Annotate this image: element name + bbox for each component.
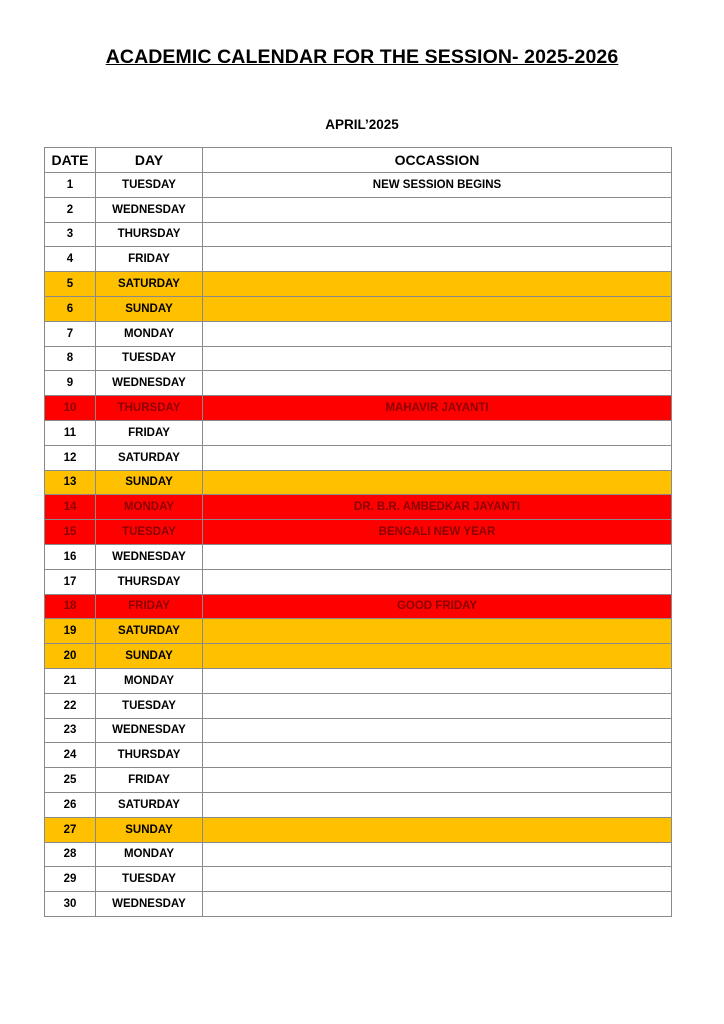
occasion-cell: [203, 569, 672, 594]
table-row: [45, 296, 672, 321]
day-cell: WEDNESDAY: [96, 197, 203, 222]
day-cell: MONDAY: [96, 842, 203, 867]
day-cell: WEDNESDAY: [96, 892, 203, 917]
table-row: [45, 594, 672, 619]
day-cell: THURSDAY: [96, 396, 203, 421]
table-body: [45, 173, 672, 917]
table-row: [45, 792, 672, 817]
day-cell: THURSDAY: [96, 569, 203, 594]
table-row: [45, 743, 672, 768]
date-cell: 26: [45, 792, 96, 817]
date-cell: 20: [45, 644, 96, 669]
occasion-cell: [203, 644, 672, 669]
occasion-cell: [203, 272, 672, 297]
table-row: [45, 346, 672, 371]
occasion-cell: [203, 792, 672, 817]
occasion-cell: [203, 197, 672, 222]
occasion-cell: [203, 743, 672, 768]
header-day: DAY: [96, 148, 203, 173]
day-cell: TUESDAY: [96, 346, 203, 371]
date-cell: 30: [45, 892, 96, 917]
date-cell: 6: [45, 296, 96, 321]
table-row: [45, 520, 672, 545]
occasion-cell: NEW SESSION BEGINS: [203, 173, 672, 198]
table-row: [45, 644, 672, 669]
date-cell: 4: [45, 247, 96, 272]
date-cell: 23: [45, 718, 96, 743]
table-row: [45, 321, 672, 346]
day-cell: FRIDAY: [96, 247, 203, 272]
day-cell: MONDAY: [96, 668, 203, 693]
occasion-cell: [203, 768, 672, 793]
date-cell: 8: [45, 346, 96, 371]
occasion-cell: [203, 470, 672, 495]
table-row: [45, 892, 672, 917]
occasion-cell: [203, 346, 672, 371]
table-row: [45, 668, 672, 693]
date-cell: 1: [45, 173, 96, 198]
date-cell: 24: [45, 743, 96, 768]
day-cell: SUNDAY: [96, 644, 203, 669]
date-cell: 27: [45, 817, 96, 842]
day-cell: SUNDAY: [96, 296, 203, 321]
occasion-cell: [203, 544, 672, 569]
date-cell: 25: [45, 768, 96, 793]
occasion-cell: [203, 296, 672, 321]
table-row: [45, 272, 672, 297]
day-cell: SUNDAY: [96, 817, 203, 842]
table-row: [45, 222, 672, 247]
occasion-cell: [203, 892, 672, 917]
day-cell: TUESDAY: [96, 173, 203, 198]
date-cell: 5: [45, 272, 96, 297]
day-cell: FRIDAY: [96, 420, 203, 445]
table-row: [45, 173, 672, 198]
table-row: [45, 768, 672, 793]
date-cell: 16: [45, 544, 96, 569]
header-date: DATE: [45, 148, 96, 173]
day-cell: FRIDAY: [96, 768, 203, 793]
occasion-cell: [203, 668, 672, 693]
day-cell: THURSDAY: [96, 743, 203, 768]
table-row: [45, 247, 672, 272]
table-row: [45, 470, 672, 495]
date-cell: 28: [45, 842, 96, 867]
date-cell: 21: [45, 668, 96, 693]
table-row: [45, 445, 672, 470]
day-cell: SATURDAY: [96, 792, 203, 817]
date-cell: 19: [45, 619, 96, 644]
table-row: [45, 371, 672, 396]
table-row: [45, 569, 672, 594]
date-cell: 9: [45, 371, 96, 396]
date-cell: 17: [45, 569, 96, 594]
document-title: ACADEMIC CALENDAR FOR THE SESSION- 2025-2026: [105, 46, 619, 68]
occasion-cell: MAHAVIR JAYANTI: [203, 396, 672, 421]
table-row: [45, 693, 672, 718]
date-cell: 12: [45, 445, 96, 470]
day-cell: TUESDAY: [96, 867, 203, 892]
header-occasion: OCCASSION: [203, 148, 672, 173]
table-row: [45, 197, 672, 222]
date-cell: 3: [45, 222, 96, 247]
day-cell: TUESDAY: [96, 693, 203, 718]
occasion-cell: [203, 222, 672, 247]
date-cell: 14: [45, 495, 96, 520]
date-cell: 22: [45, 693, 96, 718]
occasion-cell: [203, 693, 672, 718]
date-cell: 18: [45, 594, 96, 619]
occasion-cell: [203, 842, 672, 867]
day-cell: FRIDAY: [96, 594, 203, 619]
table-row: [45, 842, 672, 867]
occasion-cell: [203, 445, 672, 470]
day-cell: THURSDAY: [96, 222, 203, 247]
date-cell: 13: [45, 470, 96, 495]
day-cell: SATURDAY: [96, 272, 203, 297]
day-cell: MONDAY: [96, 321, 203, 346]
date-cell: 15: [45, 520, 96, 545]
month-heading: APRIL’2025: [325, 117, 399, 132]
table-row: [45, 420, 672, 445]
date-cell: 29: [45, 867, 96, 892]
occasion-cell: [203, 619, 672, 644]
day-cell: WEDNESDAY: [96, 718, 203, 743]
calendar-table: [44, 147, 672, 917]
day-cell: TUESDAY: [96, 520, 203, 545]
table-row: [45, 619, 672, 644]
day-cell: SUNDAY: [96, 470, 203, 495]
occasion-cell: BENGALI NEW YEAR: [203, 520, 672, 545]
table-row: [45, 867, 672, 892]
date-cell: 7: [45, 321, 96, 346]
occasion-cell: [203, 718, 672, 743]
table-row: [45, 817, 672, 842]
date-cell: 11: [45, 420, 96, 445]
date-cell: 2: [45, 197, 96, 222]
occasion-cell: [203, 321, 672, 346]
occasion-cell: [203, 867, 672, 892]
occasion-cell: [203, 371, 672, 396]
day-cell: MONDAY: [96, 495, 203, 520]
table-header-row: [45, 148, 672, 173]
table-row: [45, 396, 672, 421]
occasion-cell: [203, 247, 672, 272]
occasion-cell: GOOD FRIDAY: [203, 594, 672, 619]
occasion-cell: DR. B.R. AMBEDKAR JAYANTI: [203, 495, 672, 520]
day-cell: WEDNESDAY: [96, 544, 203, 569]
table-row: [45, 718, 672, 743]
day-cell: SATURDAY: [96, 445, 203, 470]
date-cell: 10: [45, 396, 96, 421]
occasion-cell: [203, 420, 672, 445]
day-cell: WEDNESDAY: [96, 371, 203, 396]
occasion-cell: [203, 817, 672, 842]
table-row: [45, 495, 672, 520]
table-row: [45, 544, 672, 569]
day-cell: SATURDAY: [96, 619, 203, 644]
